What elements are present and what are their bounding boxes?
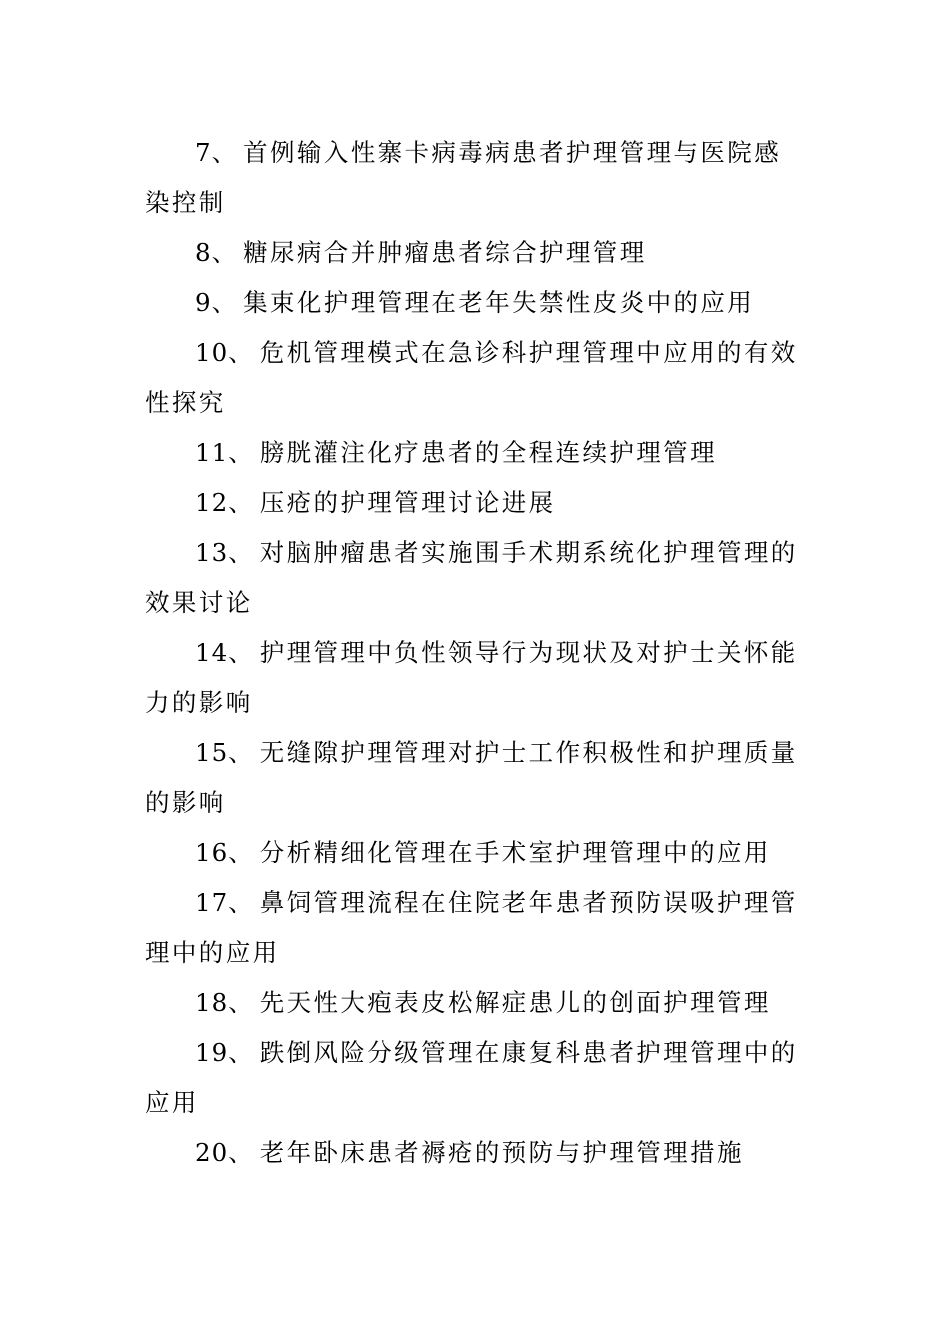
item-number: 11、 — [195, 438, 254, 467]
list-item — [145, 328, 805, 428]
item-text: 分析精细化管理在手术室护理管理中的应用 — [259, 838, 771, 867]
item-text: 对脑肿瘤患者实施围手术期系统化护理管理的效果讨论 — [145, 538, 798, 617]
list-item — [145, 1128, 805, 1178]
item-number: 15、 — [195, 738, 254, 767]
item-number: 20、 — [195, 1138, 254, 1167]
item-number: 8、 — [195, 238, 238, 267]
list-item — [145, 128, 805, 228]
list-item — [145, 728, 805, 828]
item-number: 16、 — [195, 838, 254, 867]
item-text: 护理管理中负性领导行为现状及对护士关怀能力的影响 — [145, 638, 798, 717]
list-item — [145, 478, 805, 528]
item-number: 19、 — [195, 1038, 254, 1067]
list-item — [145, 1028, 805, 1128]
list-item — [145, 278, 805, 328]
item-number: 18、 — [195, 988, 254, 1017]
item-text: 老年卧床患者褥疮的预防与护理管理措施 — [259, 1138, 744, 1167]
list-item — [145, 978, 805, 1028]
item-text: 集束化护理管理在老年失禁性皮炎中的应用 — [243, 288, 755, 317]
list-item — [145, 628, 805, 728]
item-number: 12、 — [195, 488, 254, 517]
item-text: 压疮的护理管理讨论进展 — [259, 488, 556, 517]
item-text: 先天性大疱表皮松解症患儿的创面护理管理 — [259, 988, 771, 1017]
topic-list — [145, 128, 805, 1178]
item-number: 13、 — [195, 538, 254, 567]
item-number: 7、 — [195, 138, 238, 167]
item-text: 首例输入性寨卡病毒病患者护理管理与医院感染控制 — [145, 138, 782, 217]
item-number: 17、 — [195, 888, 254, 917]
item-text: 跌倒风险分级管理在康复科患者护理管理中的应用 — [145, 1038, 798, 1117]
item-text: 糖尿病合并肿瘤患者综合护理管理 — [243, 238, 647, 267]
list-item — [145, 878, 805, 978]
item-number: 9、 — [195, 288, 238, 317]
item-text: 无缝隙护理管理对护士工作积极性和护理质量的影响 — [145, 738, 798, 817]
list-item — [145, 528, 805, 628]
list-item — [145, 428, 805, 478]
list-item — [145, 828, 805, 878]
item-number: 10、 — [195, 338, 254, 367]
item-text: 鼻饲管理流程在住院老年患者预防误吸护理管理中的应用 — [145, 888, 798, 967]
item-text: 膀胱灌注化疗患者的全程连续护理管理 — [259, 438, 717, 467]
item-number: 14、 — [195, 638, 254, 667]
list-item — [145, 228, 805, 278]
item-text: 危机管理模式在急诊科护理管理中应用的有效性探究 — [145, 338, 798, 417]
